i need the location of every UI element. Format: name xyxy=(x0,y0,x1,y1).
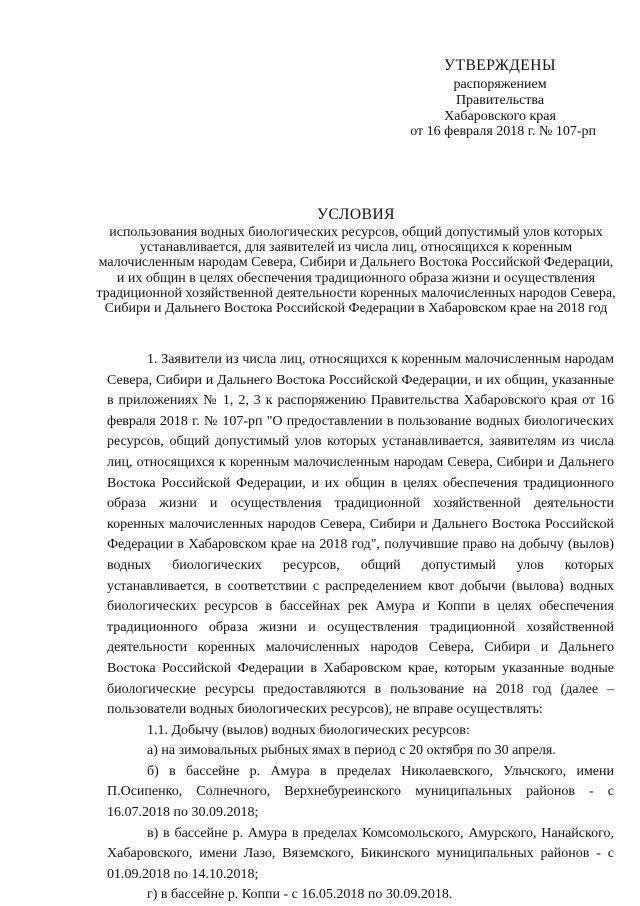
approval-block xyxy=(410,57,596,139)
item-b: б) в бассейне р. Амура в пределах Николаевского, Ульчского, имени П.Осипенко, Солнечного, Верхнебуреинского муниципальных районов - с 16.07.2018 по 30.09.2018; xyxy=(107,763,614,821)
paragraph-1: 1. Заявители из числа лиц, относящихся к коренным малочисленным народам Севера, Сибири и Дальнего Востока Российской Федерации, и их общин, указанные в приложениях № 1, 2, 3 к распоряжению Правительства Хабаровского края от 16 февраля 2018 г. № 107-рп "О предоставлении в пользование водных биологических ресурсов, общий допустимый улов которых устанавливается, заявителям из числа лиц, относящихся к коренным малочисленным народам Севера, Сибири и Дальнего Востока Российской Федерации, и их общин в целях обеспечения традиционного образа жизни и осуществления традиционной хозяйственной деятельности коренных малочисленных народов Севера, Сибири и Дальнего Востока Российской Федерации в Хабаровском крае на 2018 год", получившие право на добычу (вылов) водных биологических ресурсов, общий допустимый улов которых устанавливается, в соответствии с распределением квот добычи (вылова) водных биологических ресурсов в бассейнах рек Амура и Коппи в целях обеспечения традиционного образа жизни и осуществления традиционной хозяйственной деятельности коренных малочисленных народов Севера, Сибири и Дальнего Востока Российской Федерации в Хабаровском крае, которым указанные водные биологические ресурсы предоставляются в пользование на 2018 год (далее – пользователи водных биологических ресурсов), не вправе осуществлять: xyxy=(107,352,614,718)
paragraph-1-1: 1.1. Добычу (вылов) водных биологических ресурсов: xyxy=(147,722,470,738)
approval-line-2: Правительства xyxy=(455,93,545,108)
approval-line-3: Хабаровского края xyxy=(444,109,556,124)
document-body xyxy=(107,350,614,906)
item-a: а) на зимовальных рыбных ямах в период с 20 октября по 30 апреля. xyxy=(147,743,556,759)
item-v: в) в бассейне р. Амура в пределах Комсомольского, Амурского, Нанайского, Хабаровского, имени Лазо, Вяземского, Бикинского муниципальных районов - с 01.09.2018 по 14.10.2018; xyxy=(107,825,614,882)
document-subtitle: использования водных биологических ресурсов, общий допустимый улов которых устанавливается, для заявителей из числа лиц, относящихся к коренным малочисленным народам Севера, Сибири и Дальнего Востока Российской Федерации, и их общин в целях обеспечения традиционного образа жизни и осуществления традиционной хозяйственной деятельности коренных малочисленных народов Севера, Сибири и Дальнего Востока Российской Федерации в Хабаровском крае на 2018 год xyxy=(96,225,616,317)
approval-heading: УТВЕРЖДЕНЫ xyxy=(444,57,556,74)
item-g: г) в бассейне р. Коппи - с 16.05.2018 по 30.09.2018. xyxy=(147,887,453,903)
approval-line-1: распоряжением xyxy=(453,77,547,92)
document-title: УСЛОВИЯ xyxy=(316,206,395,223)
approval-date: от 16 февраля 2018 г. № 107-рп xyxy=(410,124,596,139)
